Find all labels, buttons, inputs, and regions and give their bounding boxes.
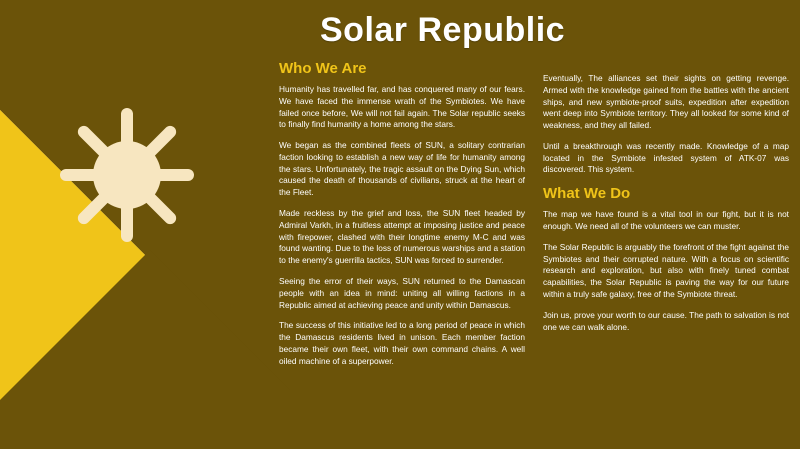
section-heading-who-we-are: Who We Are bbox=[279, 60, 367, 77]
paragraph: Eventually, The alliances set their sights on getting revenge. Armed with the knowledge gained from the battles with the ancient ships, and new symbiote-proof suits, expedition after expedition went deep into Symbiote territory. They all looked for some kind of weakness, and they all failed. bbox=[543, 73, 789, 131]
paragraph: The map we have found is a vital tool in our fight, but it is not enough. We need all of the volunteers we can muster. bbox=[543, 209, 789, 232]
sun-icon bbox=[60, 108, 194, 242]
right-column bbox=[543, 60, 789, 440]
paragraph: The success of this initiative led to a long period of peace in which the Damascus residents lived in unison. Each member faction became their own fleet, with their own command chains. A well oiled machine of a superpower. bbox=[279, 320, 525, 366]
paragraph: Seeing the error of their ways, SUN returned to the Damascan people with an idea in mind: uniting all willing factions in a Republic aimed at achieving peace and unity within Damascus. bbox=[279, 275, 525, 310]
decorative-artwork bbox=[0, 0, 290, 449]
sun-core bbox=[93, 141, 161, 209]
paragraph: We began as the combined fleets of SUN, a solitary contrarian faction looking to establish a new way of life for humanity among the stars. Unfortunately, the tragic assault on the Dying Sun, which caused the death of thousands of civilians, struck at the heart of the Fleet. bbox=[279, 140, 525, 198]
paragraph: Until a breakthrough was recently made. Knowledge of a map located in the Symbiote infested system of ATK-07 was discovered. This system. bbox=[543, 140, 789, 175]
column-top-spacer bbox=[543, 60, 789, 73]
paragraph: Humanity has travelled far, and has conquered many of our fears. We have faced the immense wrath of the Symbiotes. We have failed once before, We will not fail again. The Solar republic seeks to finally find humanity a home among the stars. bbox=[279, 84, 525, 130]
page-title: Solar Republic bbox=[320, 10, 566, 49]
body-content bbox=[279, 60, 789, 440]
header bbox=[290, 0, 800, 60]
section-heading-what-we-do: What We Do bbox=[543, 185, 631, 203]
paragraph: Made reckless by the grief and loss, the SUN fleet headed by Admiral Varkh, in a fruitless attempt at imposing justice and peace with firepower, clashed with their longtime enemy M-C and was found wanting. Due to the loss of numerous warships and a station to the enemy's guerrilla tactics, SUN was forced to surrender. bbox=[279, 208, 525, 266]
paragraph: The Solar Republic is arguably the forefront of the fight against the Symbiotes and their corrupted nature. With a focus on scientific research and exploration, but also with finely tuned combat capabilities, the Solar Republic is paving the way for our future within a truly safe galaxy, free of the Symbiote threat. bbox=[543, 241, 789, 299]
paragraph: Join us, prove your worth to our cause. The path to salvation is not one we can walk alone. bbox=[543, 309, 789, 332]
left-column bbox=[279, 60, 525, 440]
